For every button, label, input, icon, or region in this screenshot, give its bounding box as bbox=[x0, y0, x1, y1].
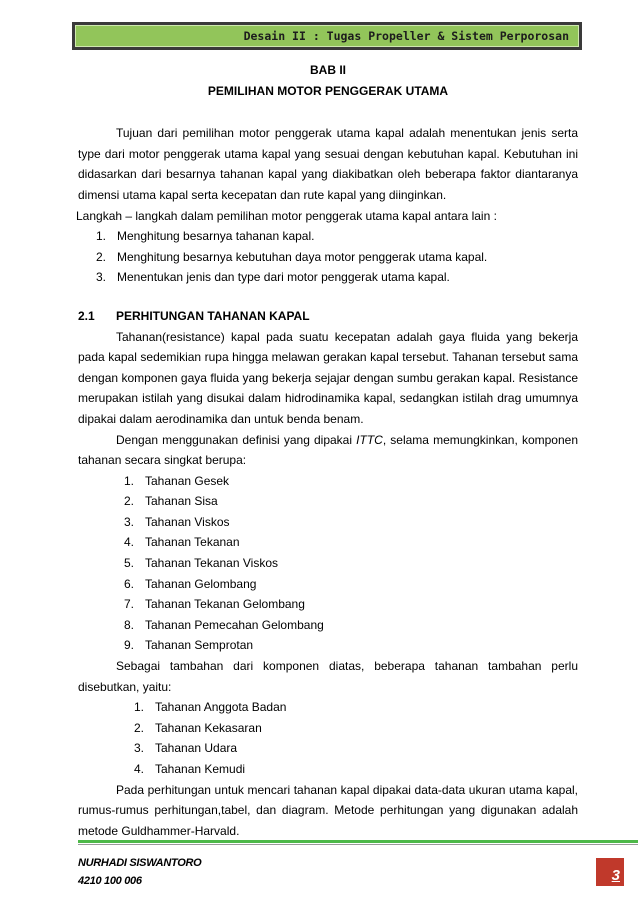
list-item bbox=[78, 759, 578, 780]
list-item-text: Tahanan Gelombang bbox=[145, 576, 257, 591]
list-item-number: 1. bbox=[124, 473, 135, 488]
page-number-badge bbox=[596, 858, 624, 886]
ittc-term: ITTC bbox=[356, 432, 383, 447]
list-item-text: Menentukan jenis dan type dari motor penggerak utama kapal. bbox=[117, 270, 450, 285]
chapter-title: PEMILIHAN MOTOR PENGGERAK UTAMA bbox=[207, 83, 449, 98]
list-item-number: 6. bbox=[124, 576, 135, 591]
list-item-number: 5. bbox=[124, 556, 135, 571]
list-item bbox=[78, 471, 578, 492]
list-item bbox=[78, 247, 578, 268]
list-item bbox=[78, 594, 578, 615]
footer-rule-green bbox=[78, 840, 638, 843]
page-content bbox=[78, 60, 578, 841]
section-title: PERHITUNGAN TAHANAN KAPAL bbox=[116, 308, 310, 323]
list-item-number: 4. bbox=[134, 762, 145, 776]
list-item-number: 9. bbox=[124, 638, 135, 653]
list-item-number: 3. bbox=[124, 514, 135, 529]
chapter-label: BAB II bbox=[310, 63, 346, 77]
footer-author-name: NURHADI SISWANTORO bbox=[78, 857, 202, 869]
list-item bbox=[78, 635, 578, 656]
list-item-number: 1. bbox=[96, 229, 107, 244]
list-item-number: 1. bbox=[134, 700, 145, 715]
section-number: 2.1 bbox=[78, 308, 95, 323]
section-paragraph-1: Tahanan(resistance) kapal pada suatu kecepatan adalah gaya fluida yang bekerja pada kapal sedemikian rupa hingga melawan gerakan kapal tersebut. Tahanan tersebut sama dengan komponen gaya fluida yang bekerja sejajar dengan sumbu gerakan kapal. Resistance merupakan istilah yang disukai dalam hidrodinamika kapal, sedangkan istilah drag umumnya dipakai dalam aerodinamika dan untuk benda benam. bbox=[78, 329, 578, 426]
list-item-number: 2. bbox=[124, 494, 135, 509]
header-bar bbox=[72, 22, 582, 50]
list-item-text: Menghitung besarnya tahanan kapal. bbox=[117, 229, 315, 244]
list-item bbox=[78, 615, 578, 636]
section-paragraph-3: Sebagai tambahan dari komponen diatas, beberapa tahanan tambahan perlu disebutkan, yaitu: bbox=[78, 659, 578, 694]
section-paragraph-2 bbox=[78, 430, 578, 471]
list-item-text: Tahanan Tekanan Viskos bbox=[145, 556, 278, 571]
section-paragraph-4: Pada perhitungan untuk mencari tahanan kapal dipakai data-data ukuran utama kapal, rumus-rumus perhitungan,tabel, dan diagram. Metode perhitungan yang digunakan adalah metode Guldhammer-Harvald. bbox=[78, 782, 578, 838]
list-item-number: 2. bbox=[96, 249, 107, 264]
list-item-text: Tahanan Kekasaran bbox=[155, 720, 262, 735]
steps-list bbox=[78, 226, 578, 288]
list-item bbox=[78, 226, 578, 247]
list-item-text: Tahanan Semprotan bbox=[145, 638, 254, 653]
list-item-text: Tahanan Udara bbox=[155, 741, 238, 756]
footer-student-id: 4210 100 006 bbox=[78, 875, 142, 887]
list-item-text: Tahanan Anggota Badan bbox=[155, 700, 287, 715]
paragraph-2-before: Dengan menggunakan definisi yang dipakai bbox=[116, 432, 357, 447]
list-item-text: Tahanan Viskos bbox=[145, 514, 230, 529]
page-number: 3 bbox=[611, 867, 620, 884]
header-title: Desain II : Tugas Propeller & Sistem Perporosan bbox=[243, 29, 569, 43]
extra-resistance-list bbox=[78, 697, 578, 779]
steps-lead: Langkah – langkah dalam pemilihan motor penggerak utama kapal antara lain : bbox=[76, 208, 497, 223]
list-item-text: Tahanan Tekanan Gelombang bbox=[145, 597, 305, 612]
list-item bbox=[78, 553, 578, 574]
list-item-number: 8. bbox=[124, 617, 135, 632]
list-item-text: Menghitung besarnya kebutuhan daya motor penggerak utama kapal. bbox=[117, 249, 488, 264]
list-item bbox=[78, 738, 578, 759]
list-item bbox=[78, 512, 578, 533]
list-item-text: Tahanan Sisa bbox=[145, 494, 218, 509]
list-item-text: Tahanan Tekanan bbox=[145, 535, 240, 550]
list-item-text: Tahanan Pemecahan Gelombang bbox=[145, 617, 324, 632]
list-item bbox=[78, 532, 578, 553]
list-item bbox=[78, 697, 578, 718]
list-item-text: Tahanan Gesek bbox=[145, 473, 230, 488]
list-item bbox=[78, 574, 578, 595]
list-item-number: 3. bbox=[134, 741, 145, 756]
components-list bbox=[78, 471, 578, 656]
list-item bbox=[78, 491, 578, 512]
section-heading bbox=[78, 306, 578, 327]
list-item-number: 3. bbox=[96, 270, 107, 285]
list-item-text: Tahanan Kemudi bbox=[155, 762, 246, 776]
paragraph-2-after: , selama memungkinkan, komponen tahanan secara singkat berupa: bbox=[78, 432, 578, 468]
list-item bbox=[78, 267, 578, 288]
list-item bbox=[78, 718, 578, 739]
list-item-number: 2. bbox=[134, 720, 145, 735]
list-item-number: 7. bbox=[124, 597, 135, 612]
intro-paragraph: Tujuan dari pemilihan motor penggerak utama kapal adalah menentukan jenis serta type dari motor penggerak utama kapal yang sesuai dengan kebutuhan kapal. Kebutuhan ini didasarkan dari besarnya tahanan kapal yang diakibatkan oleh beberapa faktor diantaranya dimensi utama kapal serta kecepatan dan rute kapal yang diinginkan. bbox=[78, 126, 578, 202]
list-item-number: 4. bbox=[124, 535, 135, 550]
footer-rule-gray bbox=[78, 844, 638, 845]
